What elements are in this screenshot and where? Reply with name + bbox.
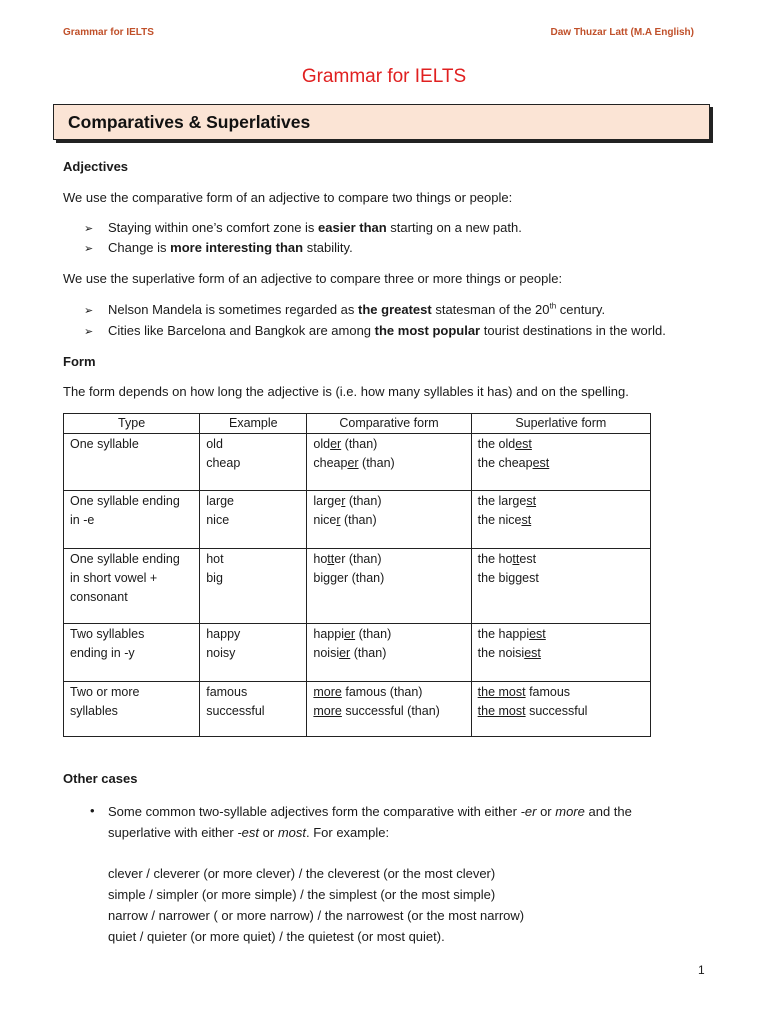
comparative-cell [307, 549, 471, 624]
column-header: Superlative form [471, 414, 650, 434]
table-header-row [64, 414, 651, 434]
superlative-example-2: ➢ Cities like Barcelona and Bangkok are among the most popular tourist destinations in the world. [84, 323, 666, 338]
comparative-cell [307, 682, 471, 737]
comparative-cell-line: more successful (than) [313, 704, 440, 718]
superlative-cell-line: the noisiest [477, 646, 541, 660]
comparative-cell-line: noisier (than) [313, 646, 387, 660]
example-cell [200, 434, 307, 491]
header-right: Daw Thuzar Latt (M.A English) [550, 27, 694, 38]
example-cell [200, 682, 307, 737]
comparative-cell [307, 624, 471, 682]
comparative-intro: We use the comparative form of an adjective to compare two things or people: [63, 190, 513, 205]
comparative-cell-line: cheaper (than) [313, 456, 395, 470]
arrow-bullet-icon: ➢ [84, 326, 94, 338]
type-cell-line: One syllable [70, 437, 139, 451]
superlative-intro: We use the superlative form of an adjective to compare three or more things or people: [63, 271, 563, 286]
example-cell [200, 624, 307, 682]
example-cell-line: old [206, 437, 223, 451]
superlative-cell-line: the biggest [477, 571, 539, 585]
table-row [64, 549, 651, 624]
page-number: 1 [698, 963, 705, 977]
example-cell-line: famous [206, 685, 248, 699]
other-cases-text-line-1: Some common two-syllable adjectives form the comparative with either -er or more and the [108, 804, 632, 819]
comparative-cell-line: more famous (than) [313, 685, 423, 699]
type-cell-line: One syllable ending [70, 494, 180, 508]
type-cell [64, 682, 200, 737]
example-cell-line: hot [206, 552, 224, 566]
type-cell-line: in -e [70, 513, 95, 527]
example-cell-line: happy [206, 627, 241, 641]
type-cell [64, 491, 200, 549]
comparative-example-2: ➢ Change is more interesting than stability. [84, 240, 353, 255]
other-cases-text-line-2: superlative with either -est or most. For example: [108, 825, 390, 840]
superlative-cell [471, 682, 650, 737]
type-cell [64, 549, 200, 624]
superlative-cell-line: the hottest [477, 552, 537, 566]
example-cell-line: noisy [206, 646, 236, 660]
example-cell-line: cheap [206, 456, 241, 470]
comparative-cell-line: older (than) [313, 437, 378, 451]
example-cell [200, 549, 307, 624]
form-intro: The form depends on how long the adjective is (i.e. how many syllables it has) and on the spelling. [63, 384, 629, 399]
adjectives-heading: Adjectives [63, 159, 129, 174]
type-cell-line: One syllable ending [70, 552, 180, 566]
type-cell-line: syllables [70, 704, 118, 718]
column-header: Comparative form [307, 414, 471, 434]
example-line: quiet / quieter (or more quiet) / the quietest (or most quiet). [108, 929, 445, 944]
example-line: narrow / narrower ( or more narrow) / the narrowest (or the most narrow) [108, 908, 525, 923]
other-cases-heading: Other cases [63, 771, 138, 786]
example-cell-line: large [206, 494, 235, 508]
type-cell-line: Two syllables [70, 627, 145, 641]
superlative-cell-line: the cheapest [477, 456, 550, 470]
header-left: Grammar for IELTS [63, 27, 154, 38]
superlative-cell-line: the nicest [477, 513, 532, 527]
comparative-cell-line: hotter (than) [313, 552, 382, 566]
type-cell-line: Two or more [70, 685, 140, 699]
superlative-cell [471, 434, 650, 491]
type-cell [64, 434, 200, 491]
comparative-cell-line: nicer (than) [313, 513, 377, 527]
table-row [64, 682, 651, 737]
table-row [64, 624, 651, 682]
arrow-bullet-icon: ➢ [84, 305, 94, 317]
example-cell-line: nice [206, 513, 230, 527]
section-title-box [53, 104, 710, 140]
document-title: Grammar for IELTS [301, 66, 467, 87]
superlative-cell-line: the most famous [477, 685, 571, 699]
column-header: Example [200, 414, 307, 434]
comparative-cell [307, 491, 471, 549]
dot-bullet-icon: • [90, 803, 95, 818]
example-cell [200, 491, 307, 549]
example-line: simple / simpler (or more simple) / the simplest (or the most simple) [108, 887, 496, 902]
superlative-cell-line: the happiest [477, 627, 546, 641]
table-row [64, 491, 651, 549]
superlative-cell [471, 624, 650, 682]
superlative-cell-line: the most successful [477, 704, 588, 718]
superlative-cell [471, 491, 650, 549]
comparative-cell [307, 434, 471, 491]
superlative-cell-line: the largest [477, 494, 537, 508]
type-cell-line: ending in -y [70, 646, 135, 660]
example-cell-line: big [206, 571, 223, 585]
superlative-example-1: ➢ Nelson Mandela is sometimes regarded as the greatest statesman of the 20th century. [84, 301, 606, 317]
comparative-cell-line: bigger (than) [313, 571, 385, 585]
superlative-cell-line: the oldest [477, 437, 532, 451]
comparative-cell-line: happier (than) [313, 627, 392, 641]
type-cell [64, 624, 200, 682]
arrow-bullet-icon: ➢ [84, 223, 94, 235]
section-title: Comparatives & Superlatives [68, 112, 311, 132]
type-cell-line: consonant [70, 590, 128, 604]
example-cell-line: successful [206, 704, 265, 718]
arrow-bullet-icon: ➢ [84, 243, 94, 255]
superlative-cell [471, 549, 650, 624]
form-table [63, 413, 651, 737]
form-heading: Form [63, 354, 96, 369]
type-cell-line: in short vowel + [70, 571, 158, 585]
comparative-example-1: ➢ Staying within one’s comfort zone is easier than starting on a new path. [84, 220, 522, 235]
table-row [64, 434, 651, 491]
comparative-cell-line: larger (than) [313, 494, 382, 508]
column-header: Type [64, 414, 200, 434]
example-line: clever / cleverer (or more clever) / the cleverest (or the most clever) [108, 866, 496, 881]
